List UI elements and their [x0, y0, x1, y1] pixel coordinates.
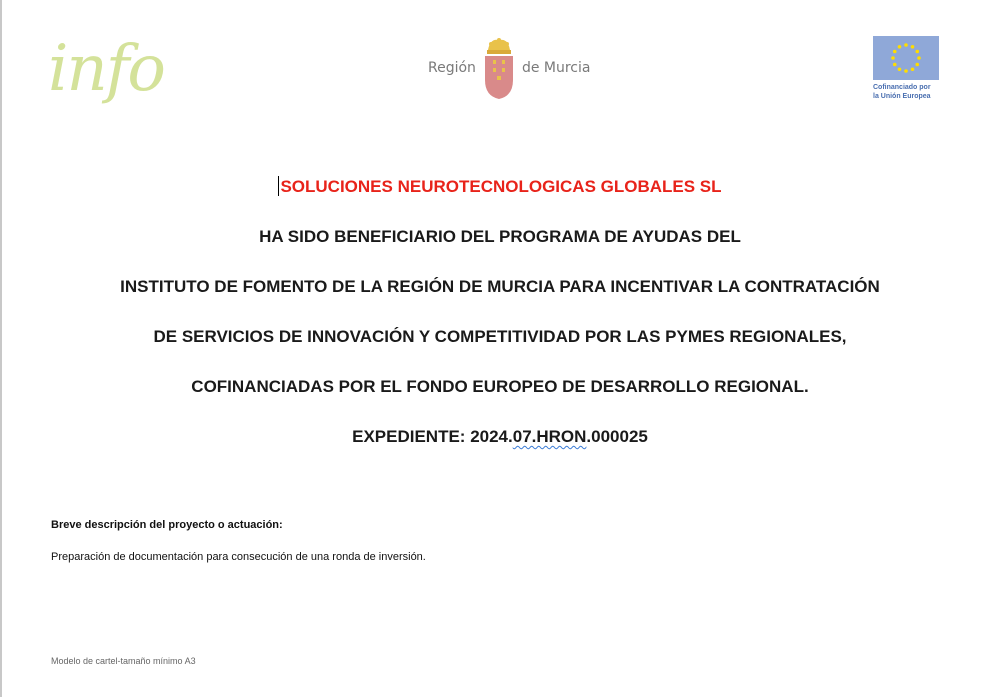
expediente-spellcheck-word[interactable]: 07.HRON	[512, 427, 587, 446]
info-logo	[48, 30, 164, 108]
description-text: Preparación de documentación para consecución de una ronda de inversión.	[51, 551, 426, 563]
expediente-suffix: .000025	[586, 427, 648, 446]
heading-block	[2, 170, 992, 470]
eu-star-icon	[893, 63, 897, 67]
expediente-line	[2, 420, 992, 470]
footer-note: Modelo de cartel-tamaño mínimo A3	[51, 656, 196, 666]
company-name: SOLUCIONES NEUROTECNOLOGICAS GLOBALES SL	[280, 177, 722, 196]
info-logo-text: info	[48, 32, 164, 106]
murcia-logo-left-text: Región	[428, 60, 476, 76]
eu-caption	[873, 83, 941, 101]
eu-star-icon	[893, 50, 897, 54]
eu-star-icon	[898, 45, 902, 49]
eu-star-icon	[911, 45, 915, 49]
heading-line-4: DE SERVICIOS DE INNOVACIÓN Y COMPETITIVIDAD POR LAS PYMES REGIONALES,	[153, 327, 847, 346]
eu-star-icon	[911, 67, 915, 71]
eu-caption-line1: Cofinanciado por	[873, 84, 931, 91]
eu-star-icon	[891, 56, 895, 60]
region-murcia-logo	[428, 36, 590, 100]
heading-line-3: INSTITUTO DE FOMENTO DE LA REGIÓN DE MURCIA PARA INCENTIVAR LA CONTRATACIÓN	[120, 277, 880, 296]
eu-star-icon	[917, 56, 921, 60]
description-label: Breve descripción del proyecto o actuación:	[51, 519, 283, 531]
eu-star-icon	[915, 50, 919, 54]
eu-flag-icon	[873, 36, 939, 80]
expediente-prefix: EXPEDIENTE: 2024.	[352, 427, 513, 446]
heading-line-2: HA SIDO BENEFICIARIO DEL PROGRAMA DE AYUDAS DEL	[259, 227, 741, 246]
company-name-line[interactable]	[2, 170, 992, 220]
document-page	[2, 0, 992, 697]
eu-star-icon	[904, 43, 908, 47]
eu-caption-line2: la Unión Europea	[873, 93, 931, 100]
eu-stars-icon	[884, 38, 928, 78]
murcia-coat-of-arms-icon	[482, 36, 516, 100]
eu-star-icon	[915, 63, 919, 67]
heading-line-5: COFINANCIADAS POR EL FONDO EUROPEO DE DESARROLLO REGIONAL.	[191, 377, 809, 396]
eu-cofinanced-logo	[873, 36, 941, 101]
eu-star-icon	[904, 69, 908, 73]
eu-star-icon	[898, 67, 902, 71]
murcia-logo-right-text: de Murcia	[521, 60, 591, 76]
